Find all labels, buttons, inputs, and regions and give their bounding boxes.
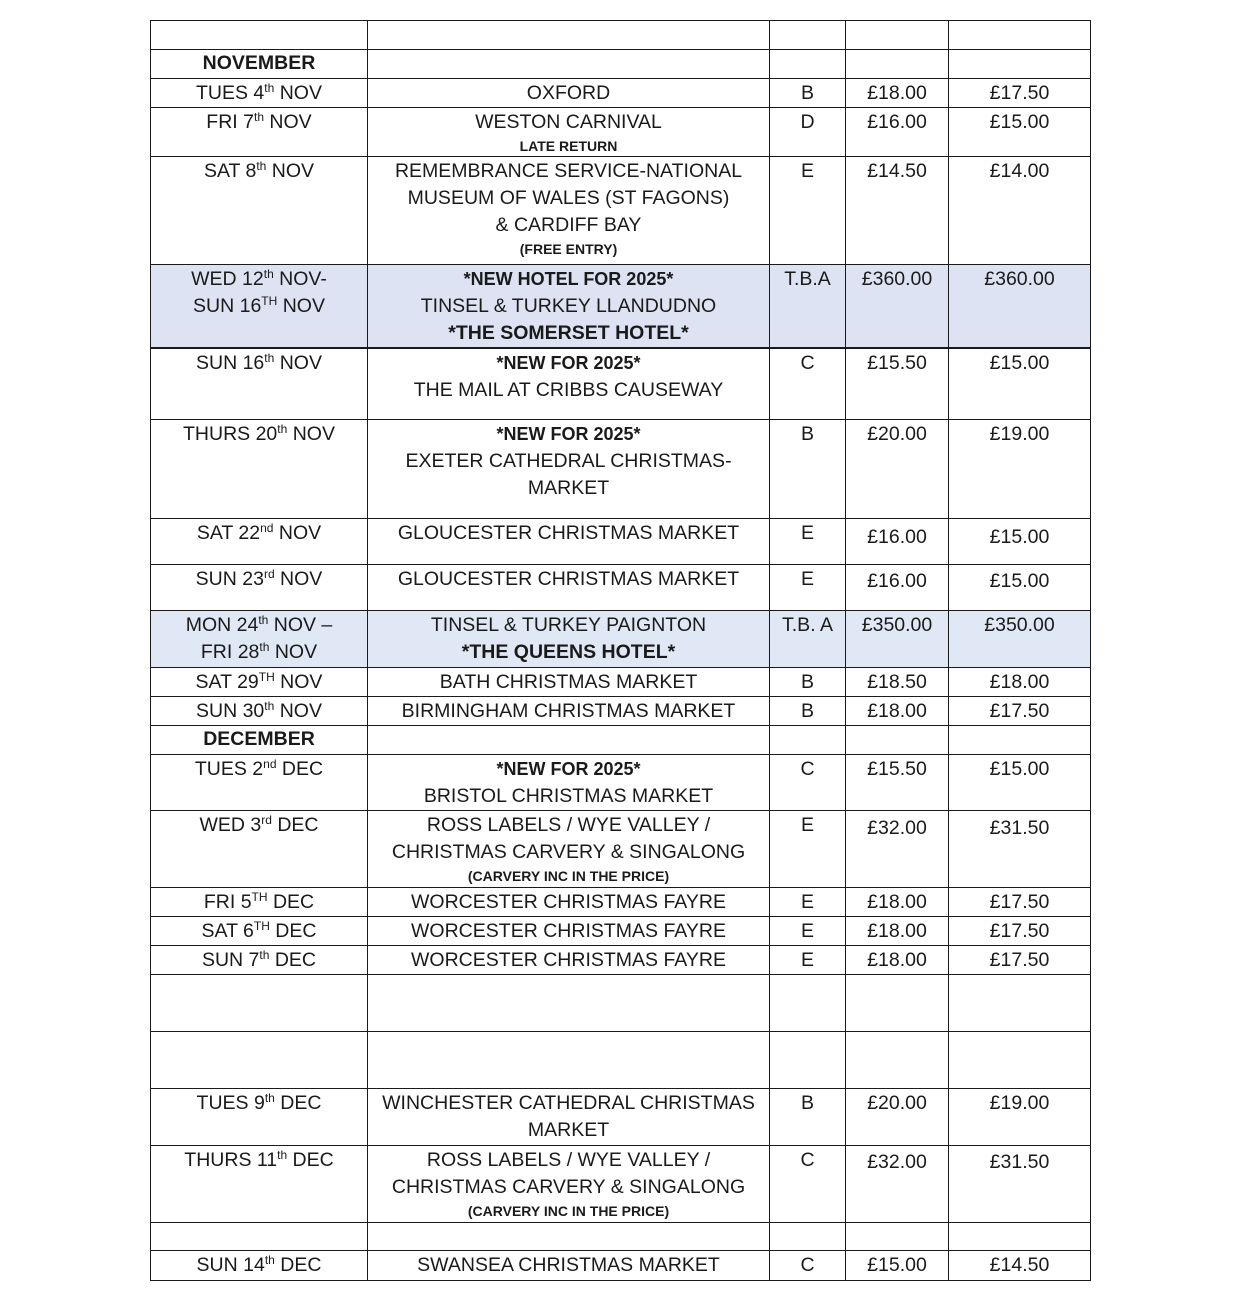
code-cell: T.B.A	[770, 265, 846, 349]
date-cell	[151, 1031, 368, 1088]
table-row	[151, 754, 1091, 810]
price-cell: £15.00	[949, 754, 1091, 810]
code-cell	[770, 1031, 846, 1088]
new-hotel-label: *NEW HOTEL FOR 2025*	[463, 269, 674, 289]
table-row	[151, 79, 1091, 108]
table-row	[151, 1145, 1091, 1222]
destination-cell: SWANSEA CHRISTMAS MARKET	[368, 1250, 770, 1280]
price-cell	[949, 1222, 1091, 1250]
destination-cell: WORCESTER CHRISTMAS FAYRE	[368, 887, 770, 916]
date-cell: SAT 6TH DEC	[151, 916, 368, 945]
date-cell: MON 24th NOV – FRI 28th NOV	[151, 610, 368, 667]
price-cell: £18.00	[846, 79, 949, 108]
code-cell: B	[770, 696, 846, 725]
code-cell: C	[770, 1250, 846, 1280]
price-cell	[846, 974, 949, 1031]
month-heading: NOVEMBER	[151, 50, 368, 79]
price-cell: £16.00	[846, 108, 949, 157]
date-cell: SUN 23rd NOV	[151, 564, 368, 610]
code-cell: B	[770, 79, 846, 108]
price-cell: £18.00	[949, 667, 1091, 696]
destination-cell: REMEMBRANCE SERVICE-NATIONAL MUSEUM OF WALES (ST FAGONS) & CARDIFF BAY (FREE ENTRY)	[368, 157, 770, 265]
date-cell	[151, 974, 368, 1031]
price-cell: £18.00	[846, 887, 949, 916]
table-row	[151, 265, 1091, 349]
table-row	[151, 916, 1091, 945]
table-row	[151, 810, 1091, 887]
price-cell: £19.00	[949, 1088, 1091, 1145]
code-cell: C	[770, 1145, 846, 1222]
date-cell: SUN 16th NOV	[151, 348, 368, 419]
destination-cell: GLOUCESTER CHRISTMAS MARKET	[368, 518, 770, 564]
price-cell: £16.00	[846, 564, 949, 610]
price-cell: £14.50	[846, 157, 949, 265]
code-cell: E	[770, 518, 846, 564]
price-cell: £17.50	[949, 79, 1091, 108]
code-cell: C	[770, 348, 846, 419]
table-row	[151, 887, 1091, 916]
price-cell: £14.00	[949, 157, 1091, 265]
destination-cell: *NEW HOTEL FOR 2025* TINSEL & TURKEY LLANDUDNO *THE SOMERSET HOTEL*	[368, 265, 770, 349]
date-cell: SUN 14th DEC	[151, 1250, 368, 1280]
price-cell: £15.00	[949, 348, 1091, 419]
price-cell	[949, 974, 1091, 1031]
new-label: *NEW FOR 2025*	[496, 423, 641, 444]
price-cell	[846, 1222, 949, 1250]
new-label: *NEW FOR 2025*	[496, 758, 641, 779]
price-cell: £17.50	[949, 887, 1091, 916]
destination-cell: OXFORD	[368, 79, 770, 108]
date-cell: TUES 9th DEC	[151, 1088, 368, 1145]
destination-cell: ROSS LABELS / WYE VALLEY / CHRISTMAS CARVERY & SINGALONG (CARVERY INC IN THE PRICE)	[368, 810, 770, 887]
code-cell: D	[770, 108, 846, 157]
date-cell	[151, 21, 368, 50]
date-cell: THURS 20th NOV	[151, 419, 368, 518]
price-cell: £19.00	[949, 419, 1091, 518]
destination-cell: ROSS LABELS / WYE VALLEY / CHRISTMAS CARVERY & SINGALONG (CARVERY INC IN THE PRICE)	[368, 1145, 770, 1222]
price-cell	[846, 21, 949, 50]
table-row	[151, 108, 1091, 157]
code-cell: B	[770, 1088, 846, 1145]
note-text: (FREE ENTRY)	[519, 241, 618, 257]
new-label: *NEW FOR 2025*	[496, 353, 641, 373]
price-cell: £32.00	[846, 810, 949, 887]
date-cell: SUN 30th NOV	[151, 696, 368, 725]
month-row	[151, 50, 1091, 79]
price-cell: £15.50	[846, 348, 949, 419]
code-cell: C	[770, 754, 846, 810]
destination-cell	[368, 21, 770, 50]
price-cell: £17.50	[949, 945, 1091, 974]
table-row	[151, 1250, 1091, 1280]
destination-cell: *NEW FOR 2025* EXETER CATHEDRAL CHRISTMAS- MARKET	[368, 419, 770, 518]
destination-cell: WINCHESTER CATHEDRAL CHRISTMAS MARKET	[368, 1088, 770, 1145]
destination-cell: *NEW FOR 2025* THE MAIL AT CRIBBS CAUSEWAY	[368, 348, 770, 419]
destination-cell: BATH CHRISTMAS MARKET	[368, 667, 770, 696]
price-cell: £18.00	[846, 916, 949, 945]
table-row	[151, 667, 1091, 696]
table-row	[151, 1088, 1091, 1145]
price-cell: £31.50	[949, 1145, 1091, 1222]
code-cell: E	[770, 810, 846, 887]
destination-cell: WORCESTER CHRISTMAS FAYRE	[368, 916, 770, 945]
price-cell: £360.00	[949, 265, 1091, 349]
table-row	[151, 419, 1091, 518]
destination-cell	[368, 1222, 770, 1250]
date-cell: FRI 5TH DEC	[151, 887, 368, 916]
table-row	[151, 945, 1091, 974]
code-cell	[770, 21, 846, 50]
hotel-name: *THE QUEENS HOTEL*	[461, 640, 676, 663]
price-cell: £31.50	[949, 810, 1091, 887]
table-row	[151, 157, 1091, 265]
date-cell: THURS 11th DEC	[151, 1145, 368, 1222]
price-cell: £15.00	[949, 108, 1091, 157]
code-cell: B	[770, 419, 846, 518]
code-cell: E	[770, 564, 846, 610]
price-cell: £15.00	[949, 518, 1091, 564]
price-cell: £18.50	[846, 667, 949, 696]
code-cell: E	[770, 157, 846, 265]
price-cell: £360.00	[846, 265, 949, 349]
price-cell: £350.00	[846, 610, 949, 667]
table-row	[151, 974, 1091, 1031]
code-cell	[770, 974, 846, 1031]
table-row	[151, 21, 1091, 50]
price-cell: £17.50	[949, 696, 1091, 725]
table-row	[151, 696, 1091, 725]
note-text: LATE RETURN	[519, 138, 618, 154]
price-cell: £20.00	[846, 1088, 949, 1145]
date-cell: WED 12th NOV- SUN 16TH NOV	[151, 265, 368, 349]
note-text: (CARVERY INC IN THE PRICE)	[467, 867, 670, 884]
price-cell	[949, 1031, 1091, 1088]
price-cell: £15.00	[949, 564, 1091, 610]
date-cell: SAT 29TH NOV	[151, 667, 368, 696]
destination-cell	[368, 974, 770, 1031]
destination-cell	[368, 1031, 770, 1088]
price-cell: £17.50	[949, 916, 1091, 945]
destination-cell: GLOUCESTER CHRISTMAS MARKET	[368, 564, 770, 610]
price-cell: £20.00	[846, 419, 949, 518]
date-cell: SAT 8th NOV	[151, 157, 368, 265]
price-cell: £32.00	[846, 1145, 949, 1222]
destination-cell: WORCESTER CHRISTMAS FAYRE	[368, 945, 770, 974]
table-row	[151, 564, 1091, 610]
price-cell: £18.00	[846, 696, 949, 725]
destination-cell: *NEW FOR 2025* BRISTOL CHRISTMAS MARKET	[368, 754, 770, 810]
code-cell: E	[770, 887, 846, 916]
hotel-name: *THE SOMERSET HOTEL*	[448, 322, 689, 344]
date-cell: WED 3rd DEC	[151, 810, 368, 887]
destination-cell: TINSEL & TURKEY PAIGNTON *THE QUEENS HOTEL*	[368, 610, 770, 667]
table-row	[151, 1031, 1091, 1088]
date-cell	[151, 1222, 368, 1250]
price-cell: £15.00	[846, 1250, 949, 1280]
month-row	[151, 725, 1091, 754]
date-cell: TUES 2nd DEC	[151, 754, 368, 810]
table-row	[151, 1222, 1091, 1250]
date-cell: FRI 7th NOV	[151, 108, 368, 157]
excursion-schedule-table	[150, 20, 1091, 1281]
destination-cell: WESTON CARNIVAL LATE RETURN	[368, 108, 770, 157]
note-text: (CARVERY INC IN THE PRICE)	[467, 1202, 670, 1219]
code-cell: E	[770, 916, 846, 945]
month-heading: DECEMBER	[151, 725, 368, 754]
table-row	[151, 610, 1091, 667]
code-cell: T.B. A	[770, 610, 846, 667]
price-cell: £14.50	[949, 1250, 1091, 1280]
date-cell: SAT 22nd NOV	[151, 518, 368, 564]
date-cell: TUES 4th NOV	[151, 79, 368, 108]
price-cell: £16.00	[846, 518, 949, 564]
price-cell: £15.50	[846, 754, 949, 810]
price-cell	[846, 1031, 949, 1088]
code-cell: B	[770, 667, 846, 696]
code-cell: E	[770, 945, 846, 974]
table-row	[151, 348, 1091, 419]
table-row	[151, 518, 1091, 564]
price-cell	[949, 21, 1091, 50]
price-cell: £350.00	[949, 610, 1091, 667]
destination-cell: BIRMINGHAM CHRISTMAS MARKET	[368, 696, 770, 725]
date-cell: SUN 7th DEC	[151, 945, 368, 974]
price-cell: £18.00	[846, 945, 949, 974]
code-cell	[770, 1222, 846, 1250]
